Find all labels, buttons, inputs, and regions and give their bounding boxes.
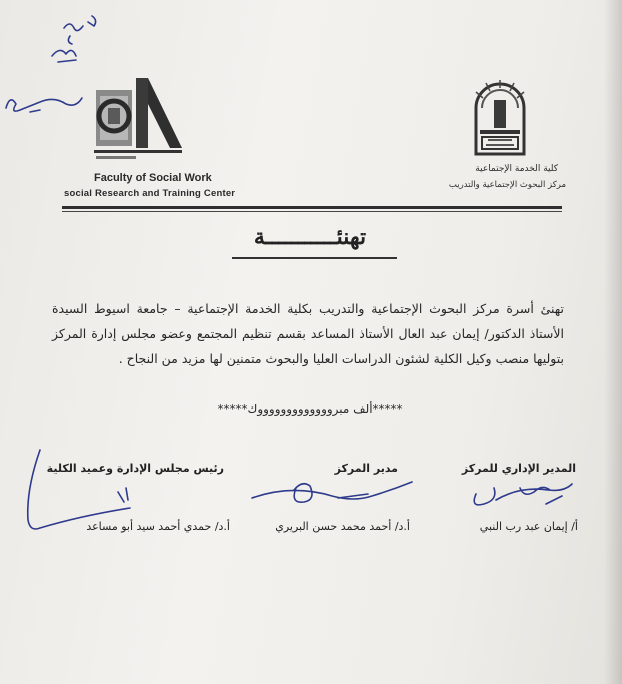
title-underline [232, 257, 397, 259]
admin-director-signature [474, 484, 572, 505]
signatory-name-admin-director: أ/ إيمان عبد رب النبي [479, 520, 578, 533]
center-director-signature [252, 482, 412, 502]
handwritten-note-mark [64, 16, 96, 44]
faculty-logo [90, 76, 182, 168]
center-name-arabic: مركز البحوث الإجتماعية والتدريب [448, 180, 566, 190]
letter-title: تهنئـــــــــــة [253, 224, 367, 250]
header-divider [62, 206, 562, 209]
faculty-name-english: Faculty of Social Work [94, 172, 212, 184]
header-divider-thin [62, 211, 562, 212]
faculty-name-arabic: كلية الخدمة الإجتماعية [475, 164, 558, 174]
center-name-english: social Research and Training Center [64, 188, 236, 199]
signatory-name-dean: أ.د/ حمدي أحمد سيد أبو مساعد [86, 520, 230, 533]
page-edge-shadow [604, 0, 622, 684]
university-logo [466, 74, 534, 162]
signatory-role-center-director: مدير المركز [334, 462, 398, 475]
signatory-role-admin-director: المدير الإداري للمركز [461, 462, 576, 475]
signatory-role-dean: رئيس مجلس الإدارة وعميد الكلية [46, 462, 224, 475]
letter-body: تهنئ أسرة مركز البحوث الإجتماعية والتدريب بكلية الخدمة الإجتماعية – جامعة اسيوط السيدة الأستاذ الدكتور/ إيمان عبد العال الأستاذ المساعد بقسم تنظيم المجتمع وعضو مجلس إدارة المركز بتوليها منصب وكيل الكلية لشئون الدراسات العليا والبحوث متمنين لها مزيد من النجاح . [52, 301, 564, 366]
handwritten-initial-mark [6, 98, 82, 112]
congratulations-line: *****ألف مبروووووووووووووك***** [217, 402, 403, 416]
signatory-name-center-director: أ.د/ أحمد محمد حسن البريري [275, 520, 410, 533]
